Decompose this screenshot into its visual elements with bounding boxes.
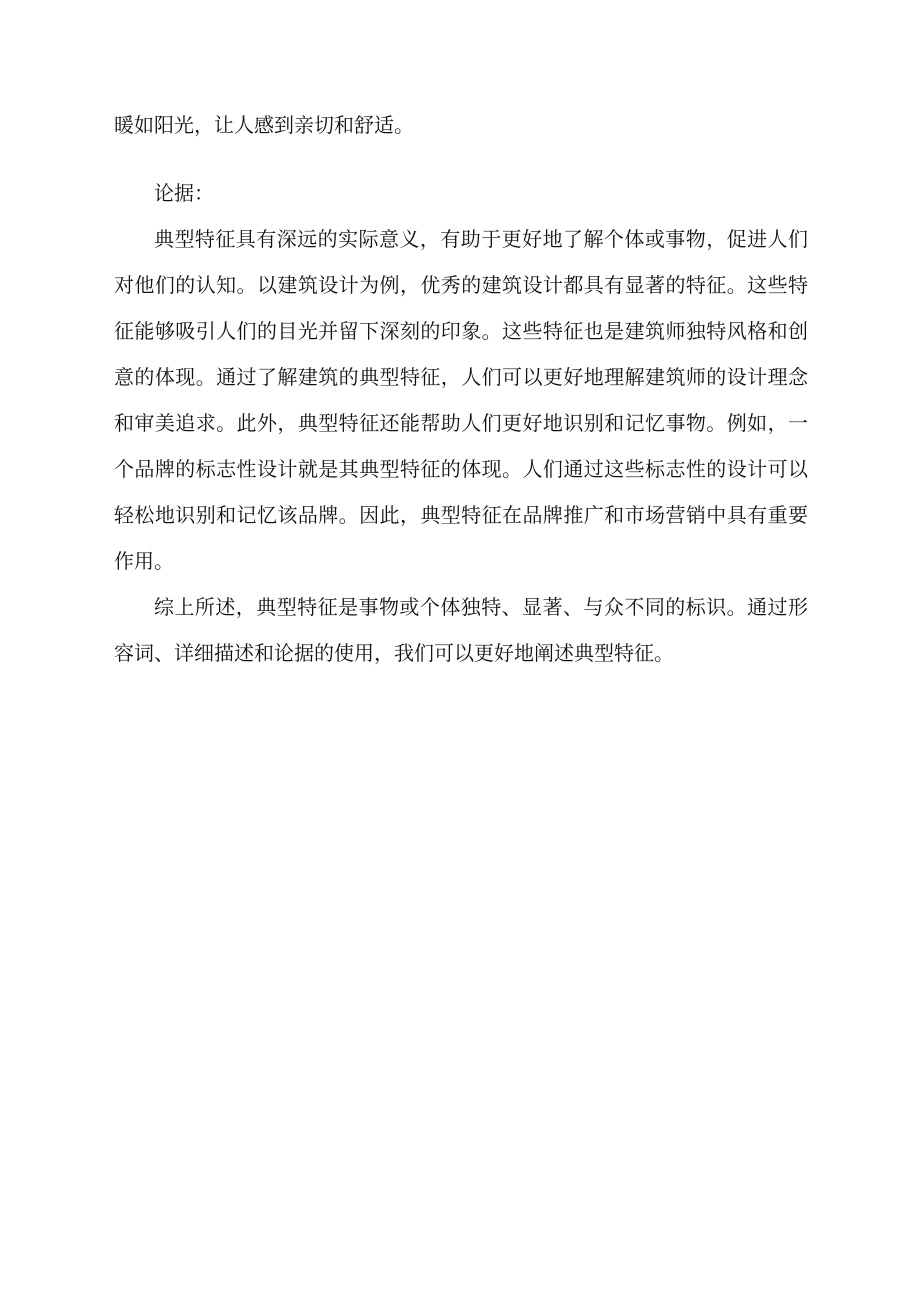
argument-heading: 论据： (154, 181, 214, 205)
continuation-paragraph: 暖如阳光，让人感到亲切和舒适。 (114, 113, 414, 137)
document-body (114, 102, 808, 676)
conclusion-paragraph: 综上所述，典型特征是事物或个体独特、显著、与众不同的标识。通过形容词、详细描述和论据的使用，我们可以更好地阐述典型特征。 (114, 595, 808, 665)
argument-paragraph: 典型特征具有深远的实际意义，有助于更好地了解个体或事物，促进人们对他们的认知。以建筑设计为例，优秀的建筑设计都具有显著的特征。这些特征能够吸引人们的目光并留下深刻的印象。这些特征也是建筑师独特风格和创意的体现。通过了解建筑的典型特征，人们可以更好地理解建筑师的设计理念和审美追求。此外，典型特征还能帮助人们更好地识别和记忆事物。例如，一个品牌的标志性设计就是其典型特征的体现。人们通过这些标志性的设计可以轻松地识别和记忆该品牌。因此，典型特征在品牌推广和市场营销中具有重要作用。 (114, 227, 808, 573)
